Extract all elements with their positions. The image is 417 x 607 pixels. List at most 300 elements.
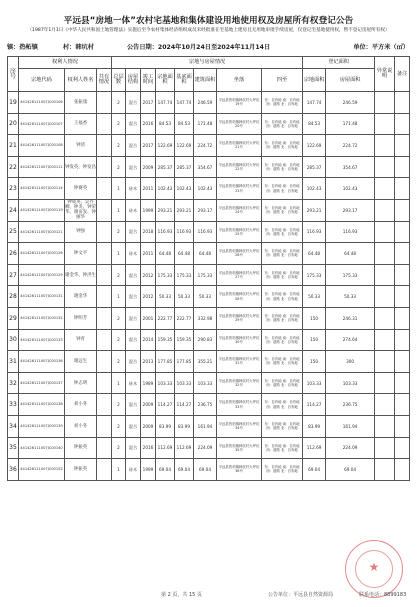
cell-abnormal: [375, 307, 395, 329]
cell-structure: 砖木: [126, 178, 141, 200]
cell-remark: [395, 351, 410, 373]
table-body: [8, 92, 410, 481]
cell-name: 钟明芳: [65, 307, 97, 329]
cell-name: 谢金华、钟洪生: [65, 264, 97, 286]
cell-common: [97, 372, 112, 394]
header-common: 共有情况: [97, 69, 112, 92]
cell-land-area: 285.37: [156, 156, 175, 178]
cell-house-reg: 50.33: [326, 286, 375, 308]
cell-base-area: 159.35: [175, 329, 194, 351]
cell-year: 2001: [141, 307, 156, 329]
table-row: [8, 199, 410, 221]
cell-location: 平远县热柘镇韩坑村大坪坑28号: [217, 286, 262, 308]
cell-house-reg: 246.59: [326, 92, 375, 114]
cell-abnormal: [375, 351, 395, 373]
cell-structure: 混合: [126, 221, 141, 243]
cell-location: 平远县热柘镇韩坑村大坪坑32号: [217, 372, 262, 394]
cell-abnormal: [375, 264, 395, 286]
cell-land-area: 84.53: [156, 113, 175, 135]
cell-code: 441426111007JC00133: [19, 329, 65, 351]
cell-remark: [395, 221, 410, 243]
cell-house-reg: 116.93: [326, 221, 375, 243]
cell-structure: 混合: [126, 394, 141, 416]
cell-floors: 2: [112, 264, 126, 286]
table-row: [8, 113, 410, 135]
cell-base-area: 147.74: [175, 92, 194, 114]
cell-house-reg: 175.33: [326, 264, 375, 286]
cell-abnormal: [375, 394, 395, 416]
cell-land-area: 159.35: [156, 329, 175, 351]
cell-seq: 24: [8, 199, 19, 221]
seal-star-icon: ★: [368, 560, 380, 574]
cell-abnormal: [375, 178, 395, 200]
cell-year: 2017: [141, 92, 156, 114]
cell-remark: [395, 394, 410, 416]
cell-floors: 2: [112, 437, 126, 459]
cell-code: 441426111007JC00111: [19, 156, 65, 178]
cell-name: 钟发英、钟发昌: [65, 156, 97, 178]
cell-adjacent: 东：自有地 南：自有地 西：道路 北：自有地: [262, 135, 303, 157]
cell-build-area: 161.94: [194, 415, 217, 437]
header-location: 坐落: [217, 69, 262, 92]
cell-seq: 20: [8, 113, 19, 135]
cell-year: 2012: [141, 264, 156, 286]
cell-abnormal: [375, 221, 395, 243]
cell-land-area: 64.48: [156, 243, 175, 265]
cell-common: [97, 394, 112, 416]
cell-common: [97, 307, 112, 329]
cell-structure: 混合: [126, 415, 141, 437]
header-adjacent: 四至: [262, 69, 303, 92]
cell-adjacent: 东：自有地 南：自有地 西：道路 北：自有地: [262, 264, 303, 286]
cell-land-reg: 150: [303, 351, 326, 373]
cell-abnormal: [375, 199, 395, 221]
cell-location: 平远县热柘镇韩坑村大坪坑36号: [217, 459, 262, 481]
cell-base-area: 69.04: [175, 459, 194, 481]
meta-period: 公告日期：2024年10月24日至2024年11月14日: [127, 44, 271, 51]
cell-seq: 19: [8, 92, 19, 114]
table-row: [8, 394, 410, 416]
cell-build-area: 116.93: [194, 221, 217, 243]
cell-land-reg: 150: [303, 329, 326, 351]
cell-year: 2018: [141, 221, 156, 243]
cell-code: 441426111007JC00106: [19, 92, 65, 114]
cell-land-reg: 64.48: [303, 243, 326, 265]
cell-land-reg: 112.69: [303, 437, 326, 459]
cell-floors: 2: [112, 394, 126, 416]
cell-build-area: 354.67: [194, 156, 217, 178]
cell-land-area: 112.69: [156, 437, 175, 459]
cell-remark: [395, 286, 410, 308]
cell-location: 平远县热柘镇韩坑村大坪坑23号: [217, 178, 262, 200]
cell-year: 2009: [141, 415, 156, 437]
cell-base-area: 222.77: [175, 307, 194, 329]
cell-land-reg: 293.21: [303, 199, 326, 221]
cell-seq: 29: [8, 307, 19, 329]
cell-location: 平远县热柘镇韩坑村大坪坑26号: [217, 243, 262, 265]
cell-abnormal: [375, 286, 395, 308]
cell-name: 钟成英、吴丹柳、钟炎、钟荣华、谢亩发、钟丽华: [65, 200, 96, 221]
cell-adjacent: 东：自有地 南：自有地 西：道路 北：自有地: [262, 307, 303, 329]
table-row: [8, 415, 410, 437]
cell-house-reg: 274.64: [326, 329, 375, 351]
cell-floors: 2: [112, 329, 126, 351]
table-row: [8, 178, 410, 200]
official-seal: [345, 540, 403, 598]
notice-subtitle: （1987年1月1日《中华人民共和国土地管理法》实施后至今农村集体经济组织成员未经批准在宅基地上建房且无用地审批手续房屋，仅登记宅基地使用权，暂不登记房屋所有权）: [27, 28, 390, 33]
cell-location: 平远县热柘镇韩坑村大坪坑33号: [217, 394, 262, 416]
cell-remark: [395, 415, 410, 437]
cell-floors: 2: [112, 415, 126, 437]
footer-phone: 联系电话：8899183: [359, 592, 407, 598]
cell-name: 钟振英: [65, 459, 97, 481]
header-house-reg: 房屋面积: [326, 69, 375, 92]
cell-land-area: 177.85: [156, 351, 175, 373]
cell-name: 谢远生: [65, 351, 97, 373]
cell-house-reg: 354.67: [326, 156, 375, 178]
table-row: [8, 221, 410, 243]
cell-floors: 2: [112, 156, 126, 178]
cell-land-reg: 116.93: [303, 221, 326, 243]
cell-location: 平远县热柘镇韩坑村大坪坑20号: [217, 113, 262, 135]
cell-land-reg: 83.99: [303, 415, 326, 437]
cell-adjacent: 东：自有地 南：自有地 西：道路 北：自有地: [262, 113, 303, 135]
cell-build-area: 332.98: [194, 307, 217, 329]
cell-year: 2009: [141, 394, 156, 416]
cell-year: 2016: [141, 437, 156, 459]
cell-code: 441426111007JC00114: [19, 178, 65, 200]
cell-remark: [395, 243, 410, 265]
cell-location: 平远县热柘镇韩坑村大坪坑25号: [217, 221, 262, 243]
cell-build-area: 103.33: [194, 372, 217, 394]
cell-common: [97, 199, 112, 221]
cell-year: 2011: [141, 178, 156, 200]
cell-floors: 1: [112, 372, 126, 394]
cell-year: 1989: [141, 372, 156, 394]
cell-house-reg: 246.31: [326, 307, 375, 329]
table-row: [8, 329, 410, 351]
cell-adjacent: 东：自有地 南：自有地 西：道路 北：自有地: [262, 221, 303, 243]
cell-house-reg: 171.48: [326, 113, 375, 135]
table-row: [8, 243, 410, 265]
header-base-area: 基底面积: [175, 69, 194, 92]
cell-name: 张振康: [65, 92, 97, 114]
cell-land-reg: 285.37: [303, 156, 326, 178]
cell-seq: 25: [8, 221, 19, 243]
notice-meta: [7, 42, 409, 52]
cell-house-reg: 102.43: [326, 178, 375, 200]
cell-floors: 1: [112, 243, 126, 265]
cell-adjacent: 东：自有地 南：自有地 西：道路 北：自有地: [262, 329, 303, 351]
cell-year: 2012: [141, 286, 156, 308]
page-number: 第 2 页，共 15 页: [161, 592, 202, 598]
cell-land-reg: 175.33: [303, 264, 326, 286]
cell-name: 钟志明: [65, 372, 97, 394]
cell-house-reg: 161.94: [326, 415, 375, 437]
cell-code: 441426111007JC00132: [19, 307, 65, 329]
cell-code: 441426111007JC00119: [19, 199, 65, 221]
cell-base-area: 102.43: [175, 178, 194, 200]
cell-land-area: 103.33: [156, 372, 175, 394]
cell-abnormal: [375, 459, 395, 481]
cell-seq: 34: [8, 415, 19, 437]
cell-floors: 2: [112, 113, 126, 135]
page-footer: [0, 591, 417, 601]
cell-abnormal: [375, 92, 395, 114]
cell-floors: 2: [112, 221, 126, 243]
cell-adjacent: 东：自有地 南：自有地 西：道路 北：自有地: [262, 372, 303, 394]
cell-house-reg: 300: [326, 351, 375, 373]
cell-base-area: 103.33: [175, 372, 194, 394]
cell-code: 441426111007JC00136: [19, 351, 65, 373]
cell-house-reg: 224.09: [326, 437, 375, 459]
cell-remark: [395, 459, 410, 481]
cell-remark: [395, 264, 410, 286]
cell-remark: [395, 307, 410, 329]
cell-structure: 砖木: [126, 243, 141, 265]
cell-build-area: 69.04: [194, 459, 217, 481]
cell-remark: [395, 437, 410, 459]
cell-floors: 1: [112, 286, 126, 308]
cell-base-area: 177.85: [175, 351, 194, 373]
cell-name: 王福香: [65, 113, 97, 135]
cell-house-reg: 236.75: [326, 394, 375, 416]
cell-base-area: 84.53: [175, 113, 194, 135]
cell-house-reg: 69.04: [326, 459, 375, 481]
cell-adjacent: 东：自有地 南：自有地 西：道路 北：自有地: [262, 459, 303, 481]
cell-land-reg: 114.27: [303, 394, 326, 416]
cell-house-reg: 64.48: [326, 243, 375, 265]
cell-structure: 混合: [126, 351, 141, 373]
cell-structure: 砖木: [126, 199, 141, 221]
table-row: [8, 264, 410, 286]
cell-code: 441426111007JC00107: [19, 113, 65, 135]
header-land-reg: 宗地面积: [303, 69, 326, 92]
cell-code: 441426111007JC00131: [19, 286, 65, 308]
cell-floors: 1: [112, 199, 126, 221]
cell-build-area: 50.33: [194, 286, 217, 308]
cell-year: 2016: [141, 113, 156, 135]
cell-structure: 混合: [126, 135, 141, 157]
cell-land-reg: 150: [303, 307, 326, 329]
cell-adjacent: 东：自有地 南：自有地 西：道路 北：自有地: [262, 156, 303, 178]
cell-land-reg: 50.33: [303, 286, 326, 308]
header-build-area: 建筑面积: [194, 69, 217, 92]
cell-common: [97, 243, 112, 265]
cell-build-area: 64.48: [194, 243, 217, 265]
cell-build-area: 171.48: [194, 113, 217, 135]
cell-location: 平远县热柘镇韩坑村大坪坑27号: [217, 264, 262, 286]
cell-base-area: 50.33: [175, 286, 194, 308]
cell-common: [97, 221, 112, 243]
cell-year: 1999: [141, 459, 156, 481]
cell-land-reg: 122.69: [303, 135, 326, 157]
cell-structure: 砖木: [126, 372, 141, 394]
cell-build-area: 355.21: [194, 351, 217, 373]
cell-code: 441426111007JC00140: [19, 437, 65, 459]
cell-land-area: 102.43: [156, 178, 175, 200]
cell-location: 平远县热柘镇韩坑村大坪坑24号: [217, 199, 262, 221]
cell-name: 钟强: [65, 221, 97, 243]
cell-abnormal: [375, 372, 395, 394]
cell-structure: 混合: [126, 113, 141, 135]
cell-land-reg: 69.04: [303, 459, 326, 481]
cell-floors: 2: [112, 92, 126, 114]
cell-floors: 2: [112, 351, 126, 373]
cell-adjacent: 东：自有地 南：自有地 西：道路 北：自有地: [262, 178, 303, 200]
table-row: [8, 135, 410, 157]
cell-floors: 2: [112, 307, 126, 329]
cell-land-reg: 102.43: [303, 178, 326, 200]
header-rights-holder: 权利人情况: [19, 57, 112, 69]
cell-adjacent: 东：自有地 南：自有地 西：道路 北：自有地: [262, 437, 303, 459]
cell-code: 441426111007JC00126: [19, 243, 65, 265]
table-row: [8, 459, 410, 481]
cell-common: [97, 437, 112, 459]
cell-build-area: 293.17: [194, 199, 217, 221]
cell-name: 钟文平: [65, 243, 97, 265]
cell-structure: 混合: [126, 329, 141, 351]
cell-house-reg: 224.72: [326, 135, 375, 157]
cell-structure: 混合: [126, 92, 141, 114]
table-row: [8, 92, 410, 114]
cell-year: 2013: [141, 351, 156, 373]
cell-base-area: 175.33: [175, 264, 194, 286]
cell-code: 441426111007JC00129: [19, 264, 65, 286]
cell-base-area: 83.99: [175, 415, 194, 437]
table-row: [8, 156, 410, 178]
notice-title: 平远县“房地一体”农村宅基地和集体建设用地使用权及房屋所有权登记公告: [63, 16, 354, 26]
cell-build-area: 224.72: [194, 135, 217, 157]
table-row: [8, 372, 410, 394]
cell-common: [97, 113, 112, 135]
cell-location: 平远县热柘镇韩坑村大坪坑22号: [217, 156, 262, 178]
cell-seq: 28: [8, 286, 19, 308]
header-remark: 备注: [395, 57, 410, 92]
cell-year: 2017: [141, 135, 156, 157]
table-row: [8, 286, 410, 308]
cell-abnormal: [375, 437, 395, 459]
cell-adjacent: 东：自有地 南：自有地 西：道路 北：自有地: [262, 415, 303, 437]
cell-remark: [395, 113, 410, 135]
cell-land-reg: 147.74: [303, 92, 326, 114]
cell-name: 钟清: [65, 135, 97, 157]
cell-adjacent: 东：自有地 南：自有地 西：道路 北：自有地: [262, 394, 303, 416]
cell-base-area: 116.93: [175, 221, 194, 243]
cell-adjacent: 东：自有地 南：自有地 西：道路 北：自有地: [262, 92, 303, 114]
cell-year: 2011: [141, 243, 156, 265]
header-code: 宗地代码: [19, 69, 65, 92]
cell-abnormal: [375, 329, 395, 351]
header-floors: 总层数: [112, 69, 126, 92]
cell-structure: 混合: [126, 286, 141, 308]
cell-remark: [395, 372, 410, 394]
cell-location: 平远县热柘镇韩坑村大坪坑35号: [217, 437, 262, 459]
cell-remark: [395, 329, 410, 351]
cell-code: 441426111007JC00121: [19, 221, 65, 243]
cell-abnormal: [375, 415, 395, 437]
cell-remark: [395, 135, 410, 157]
meta-town: 镇：热柘镇: [7, 44, 38, 51]
cell-base-area: 114.27: [175, 394, 194, 416]
cell-structure: 混合: [126, 264, 141, 286]
cell-year: 1999: [141, 199, 156, 221]
meta-unit: 单位：平方米（㎡）: [353, 44, 409, 51]
cell-code: 441426111007JC00139: [19, 415, 65, 437]
cell-floors: 1: [112, 459, 126, 481]
cell-base-area: 64.48: [175, 243, 194, 265]
cell-code: 441426111007JC00152: [19, 459, 65, 481]
cell-adjacent: 东：自有地 南：自有地 西：道路 北：自有地: [262, 199, 303, 221]
cell-common: [97, 286, 112, 308]
cell-land-area: 175.33: [156, 264, 175, 286]
cell-land-area: 69.04: [156, 459, 175, 481]
cell-year: 2009: [141, 156, 156, 178]
cell-code: 441426111007JC00137: [19, 372, 65, 394]
cell-seq: 27: [8, 264, 19, 286]
cell-abnormal: [375, 243, 395, 265]
cell-remark: [395, 156, 410, 178]
cell-seq: 22: [8, 156, 19, 178]
cell-seq: 26: [8, 243, 19, 265]
cell-common: [97, 156, 112, 178]
cell-location: 平远县热柘镇韩坑村大坪坑31号: [217, 351, 262, 373]
cell-common: [97, 264, 112, 286]
cell-build-area: 290.83: [194, 329, 217, 351]
cell-seq: 36: [8, 459, 19, 481]
cell-land-reg: 103.33: [303, 372, 326, 394]
cell-name: 刘小冬: [65, 394, 97, 416]
cell-location: 平远县热柘镇韩坑村大坪坑34号: [217, 415, 262, 437]
cell-land-area: 122.69: [156, 135, 175, 157]
cell-name: 刘小冬: [65, 415, 97, 437]
cell-abnormal: [375, 156, 395, 178]
cell-code: 441426111007JC00138: [19, 394, 65, 416]
cell-build-area: 224.09: [194, 437, 217, 459]
cell-location: 平远县热柘镇韩坑村大坪坑30号: [217, 329, 262, 351]
cell-build-area: 236.75: [194, 394, 217, 416]
cell-structure: 砖木: [126, 459, 141, 481]
cell-common: [97, 92, 112, 114]
cell-seq: 30: [8, 329, 19, 351]
footer-issuer: 公告单位：平远县自然资源局: [268, 592, 334, 598]
cell-house-reg: 103.33: [326, 372, 375, 394]
cell-common: [97, 415, 112, 437]
cell-year: 2014: [141, 329, 156, 351]
cell-adjacent: 东：自有地 南：自有地 西：道路 北：自有地: [262, 351, 303, 373]
cell-land-reg: 84.53: [303, 113, 326, 135]
cell-abnormal: [375, 135, 395, 157]
cell-floors: 2: [112, 135, 126, 157]
cell-land-area: 293.21: [156, 199, 175, 221]
cell-structure: 混合: [126, 307, 141, 329]
cell-land-area: 50.33: [156, 286, 175, 308]
cell-seq: 32: [8, 372, 19, 394]
cell-seq: 33: [8, 394, 19, 416]
cell-name: 钟青: [65, 329, 97, 351]
cell-land-area: 116.93: [156, 221, 175, 243]
cell-location: 平远县热柘镇韩坑村大坪坑29号: [217, 307, 262, 329]
table-row: [8, 351, 410, 373]
cell-name: 谢金华: [65, 286, 97, 308]
cell-remark: [395, 178, 410, 200]
cell-structure: 混合: [126, 156, 141, 178]
header-reg-area: 登记面积: [303, 57, 375, 69]
cell-common: [97, 351, 112, 373]
cell-land-area: 222.77: [156, 307, 175, 329]
table-row: [8, 437, 410, 459]
cell-base-area: 122.69: [175, 135, 194, 157]
